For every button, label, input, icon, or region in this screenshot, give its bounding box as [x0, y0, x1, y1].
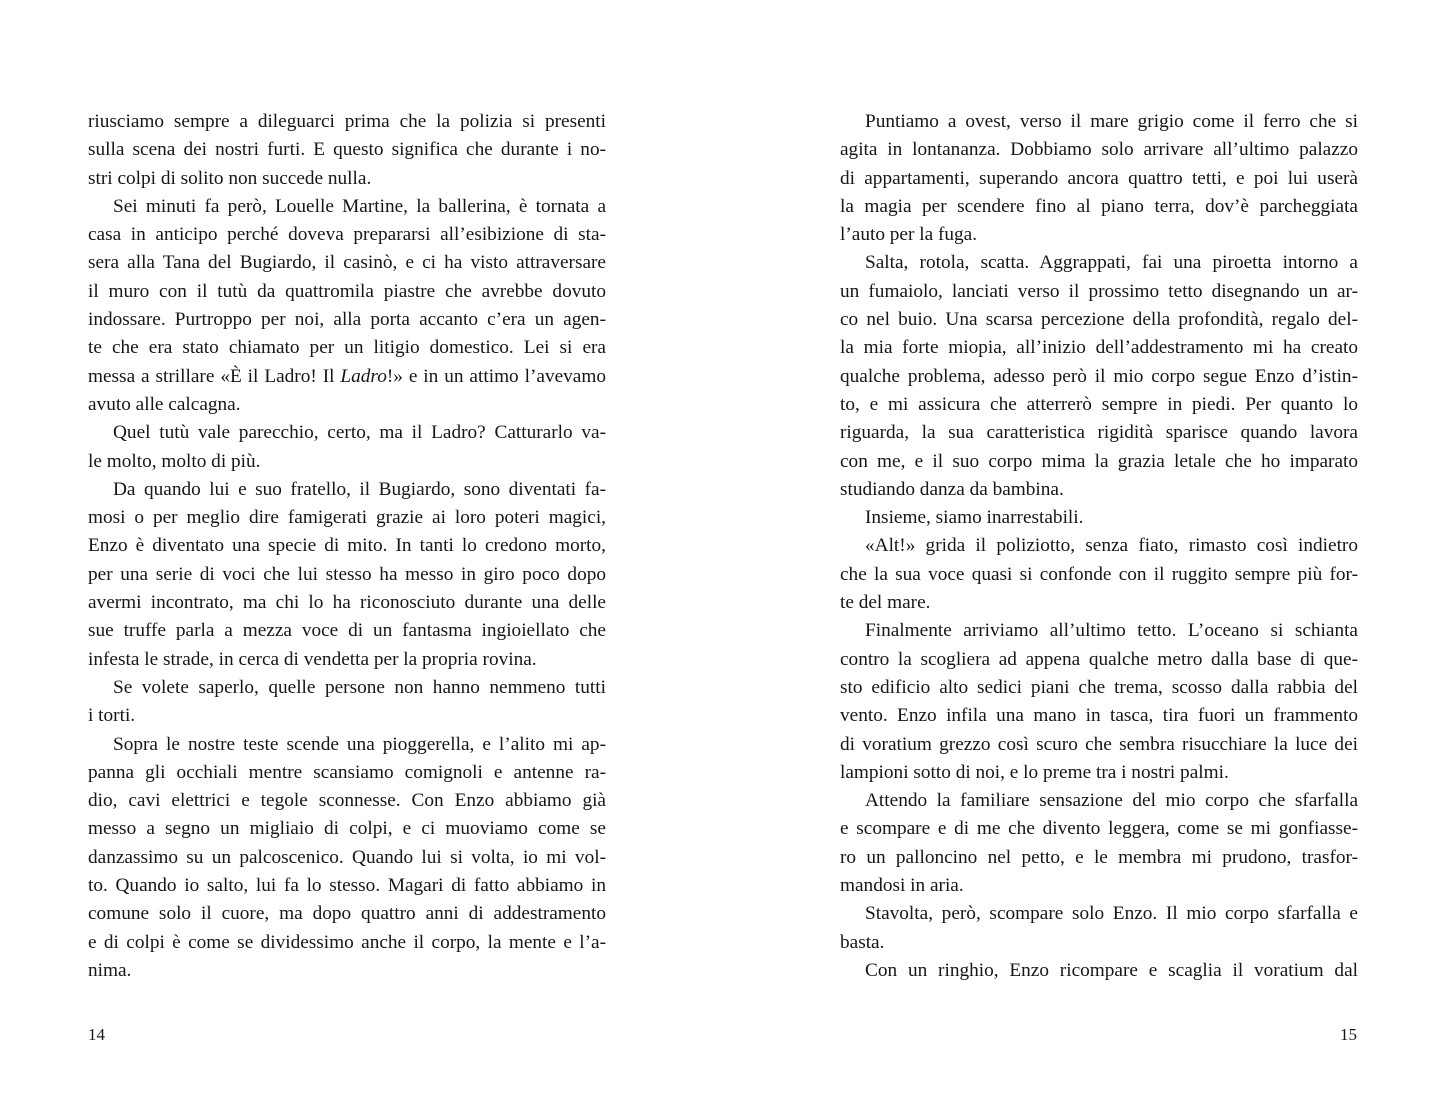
text-line: sulla scena dei nostri furti. E questo significa che durante i no-: [88, 139, 606, 161]
text-fragment: !» e in un attimo l’avevamo: [386, 365, 606, 387]
text-line: messo a segno un migliaio di colpi, e ci muoviamo come se: [88, 818, 606, 840]
text-line: Enzo è diventato una specie di mito. In tanti lo credono morto,: [88, 535, 606, 557]
text-line: dio, cavi elettrici e tegole sconnesse. Con Enzo abbiamo già: [88, 790, 606, 812]
text-line: la mia forte miopia, all’inizio dell’addestramento mi ha creato: [840, 337, 1358, 359]
text-line: di appartamenti, superando ancora quattro tetti, e poi lui userà: [840, 167, 1358, 189]
text-line: Attendo la familiare sensazione del mio corpo che sfarfalla: [865, 790, 1358, 812]
left-page-number: 14: [88, 1025, 105, 1044]
paragraph: [840, 108, 1358, 249]
paragraph: [840, 249, 1358, 504]
text-line: e di colpi è come se dividessimo anche il corpo, la mente e l’a-: [88, 931, 606, 953]
text-line: te del mare.: [840, 592, 931, 614]
text-line: avermi incontrato, ma chi lo ha riconosciuto durante una delle: [88, 592, 606, 614]
text-line: mosi o per meglio dire famigerati grazie ai loro poteri magici,: [88, 507, 606, 529]
paragraph: [88, 674, 606, 731]
text-line: Salta, rotola, scatta. Aggrappati, fai una piroetta intorno a: [865, 252, 1358, 274]
text-line: comune solo il cuore, ma dopo quattro anni di addestramento: [88, 903, 606, 925]
text-line: agita in lontananza. Dobbiamo solo arrivare all’ultimo palazzo: [840, 139, 1358, 161]
text-line: Stavolta, però, scompare solo Enzo. Il mio corpo sfarfalla e: [865, 903, 1358, 925]
paragraph: [840, 957, 1358, 985]
left-page-text: [88, 108, 606, 985]
text-line: to. Quando io salto, lui fa lo stesso. Magari di fatto abbiamo in: [88, 875, 606, 897]
text-line: Con un ringhio, Enzo ricompare e scaglia il voratium dal: [865, 959, 1358, 981]
text-line: infesta le strade, in cerca di vendetta per la propria rovina.: [88, 648, 537, 670]
text-line: sue truffe parla a mezza voce di un fantasma ingioiellato che: [88, 620, 606, 642]
text-line: i torti.: [88, 705, 136, 727]
text-line: le molto, molto di più.: [88, 450, 261, 472]
text-line: indossare. Purtroppo per noi, alla porta accanto c’era un agen-: [88, 309, 606, 331]
paragraph: [840, 504, 1358, 532]
text-line: avuto alle calcagna.: [88, 393, 241, 415]
text-line: l’auto per la fuga.: [840, 224, 978, 246]
italic-word: Ladro: [340, 365, 387, 387]
text-line: basta.: [840, 931, 885, 953]
text-line: qualche problema, adesso però il mio corpo segue Enzo d’istin-: [840, 365, 1358, 387]
right-page-number: 15: [1340, 1025, 1357, 1044]
paragraph: [88, 419, 606, 476]
text-line: to, e mi assicura che atterrerò sempre in piedi. Per quanto lo: [840, 393, 1358, 415]
text-line: co nel buio. Una scarsa percezione della profondità, regalo del-: [840, 309, 1358, 331]
text-line: contro la scogliera ad appena qualche metro dalla base di que-: [840, 648, 1358, 670]
text-line: sera alla Tana del Bugiardo, il casinò, e ci ha visto attraversare: [88, 252, 606, 274]
text-line: un fumaiolo, lanciati verso il prossimo tetto disegnando un ar-: [840, 280, 1358, 302]
paragraph: [840, 900, 1358, 957]
paragraph: [88, 193, 606, 419]
text-line: «Alt!» grida il poliziotto, senza fiato, rimasto così indietro: [865, 535, 1358, 557]
text-line: riusciamo sempre a dileguarci prima che la polizia si presenti: [88, 111, 606, 132]
text-line: la magia per scendere fino al piano terra, dov’è parcheggiata: [840, 195, 1358, 217]
text-line: Finalmente arriviamo all’ultimo tetto. L’oceano si schianta: [865, 620, 1358, 642]
text-line: danzassimo su un palcoscenico. Quando lui si volta, io mi vol-: [88, 846, 606, 868]
text-line: Da quando lui e suo fratello, il Bugiardo, sono diventati fa-: [113, 478, 606, 500]
text-line: [88, 363, 606, 391]
paragraph: [88, 731, 606, 986]
text-line: casa in anticipo perché doveva prepararsi all’esibizione di sta-: [88, 224, 606, 246]
paragraph: [840, 617, 1358, 787]
text-line: sto edificio alto sedici piani che trema, scosso dalla rabbia del: [840, 676, 1358, 698]
text-line: per una serie di voci che lui stesso ha messo in giro poco dopo: [88, 563, 606, 585]
text-line: mandosi in aria.: [840, 875, 964, 897]
text-line: panna gli occhiali mentre scansiamo comignoli e antenne ra-: [88, 761, 606, 783]
paragraph: [840, 532, 1358, 617]
text-line: lampioni sotto di noi, e lo preme tra i nostri palmi.: [840, 761, 1229, 783]
paragraph: [88, 476, 606, 674]
text-line: te che era stato chiamato per un litigio domestico. Lei si era: [88, 337, 606, 359]
paragraph: [88, 108, 606, 193]
text-line: ro un palloncino nel petto, e le membra mi prudono, trasfor-: [840, 846, 1358, 868]
text-line: riguarda, la sua caratteristica rigidità sparisce quando lavora: [840, 422, 1358, 444]
text-line: di voratium grezzo così scuro che sembra risucchiare la luce dei: [840, 733, 1358, 755]
text-line: nima.: [88, 959, 132, 981]
text-line: studiando danza da bambina.: [840, 478, 1064, 500]
paragraph: [840, 787, 1358, 900]
text-line: con me, e il suo corpo mima la grazia letale che ho imparato: [840, 450, 1358, 472]
text-line: vento. Enzo infila una mano in tasca, tira fuori un frammento: [840, 705, 1358, 727]
text-line: stri colpi di solito non succede nulla.: [88, 167, 372, 189]
text-line: che la sua voce quasi si confonde con il ruggito sempre più for-: [840, 563, 1358, 585]
text-line: Puntiamo a ovest, verso il mare grigio come il ferro che si: [865, 111, 1358, 132]
text-line: il muro con il tutù da quattromila piastre che avrebbe dovuto: [88, 280, 606, 302]
text-line: Sei minuti fa però, Louelle Martine, la ballerina, è tornata a: [113, 195, 606, 217]
text-line: Se volete saperlo, quelle persone non hanno nemmeno tutti: [113, 676, 606, 698]
right-page-text: [840, 108, 1358, 985]
text-line: Sopra le nostre teste scende una pioggerella, e l’alito mi ap-: [113, 733, 606, 755]
text-line: Quel tutù vale parecchio, certo, ma il Ladro? Catturarlo va-: [113, 422, 606, 444]
text-line: e scompare e di me che divento leggera, come se mi gonfiasse-: [840, 818, 1358, 840]
text-line: Insieme, siamo inarrestabili.: [865, 507, 1084, 529]
text-fragment: messa a strillare «È il Ladro! Il: [88, 365, 341, 387]
